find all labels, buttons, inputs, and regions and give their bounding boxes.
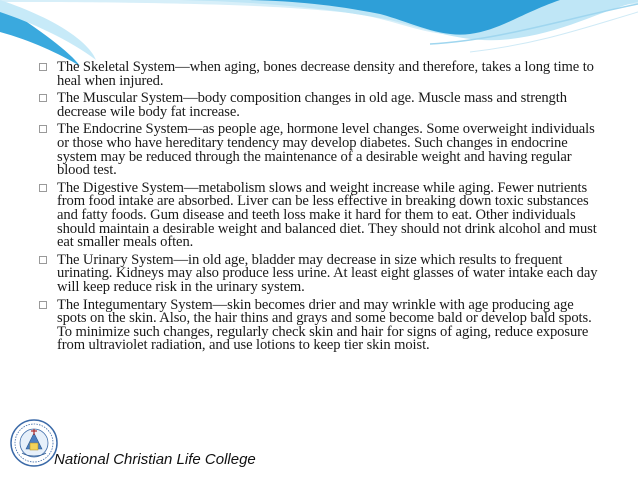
square-bullet-icon — [39, 125, 47, 133]
bullet-item-endocrine — [38, 123, 604, 177]
square-bullet-icon — [39, 184, 47, 192]
bullet-item-muscular — [38, 92, 604, 119]
slide-content — [38, 61, 604, 357]
bullet-item-urinary — [38, 251, 604, 295]
bullet-list — [38, 61, 604, 353]
square-bullet-icon — [39, 256, 47, 264]
college-seal-icon — [10, 419, 58, 467]
bullet-text: The Integumentary System—skin becomes drier and may wrinkle with age producing age spots on the skin. Also, the hair thins and grays and some become bald or develop bald spots. To minimize such changes, regularly check skin and hair for signs of aging, reduce exposure from ultraviolet radiation, and use lotions to keep tier skin moist. — [57, 296, 592, 354]
college-name: National Christian Life College — [54, 451, 256, 468]
square-bullet-icon — [39, 94, 47, 102]
bullet-item-skeletal — [38, 61, 604, 88]
square-bullet-icon — [39, 63, 47, 71]
bullet-item-integumentary — [38, 296, 604, 354]
bullet-text: The Skeletal System—when aging, bones decrease density and therefore, takes a long time to heal when injured. — [57, 59, 594, 89]
square-bullet-icon — [39, 301, 47, 309]
bullet-text: The Urinary System—in old age, bladder may decrease in size which results to frequent urinating. Kidneys may also produce less urine. At least eight glasses of water intake each day will keep reduce risk in the urinary system. — [57, 251, 598, 295]
bullet-text: The Digestive System—metabolism slows and weight increase while aging. Fewer nutrients from food intake are absorbed. Liver can be less effective in breaking down toxic substances and fatty foods. Gum disease and teeth loss make it hard for them to eat. Other individuals should maintain a desirable weight and balanced diet. They should not drink alcohol and must eat smaller meals often. — [57, 179, 597, 251]
bullet-text: The Muscular System—body composition changes in old age. Muscle mass and strength decrease wile body fat increase. — [57, 90, 567, 120]
bullet-item-digestive — [38, 179, 604, 251]
bullet-text: The Endocrine System—as people age, hormone level changes. Some overweight individuals or those who have hereditary tendency may develop diabetes. Such changes in endocrine system may be reduced through the maintenance of a desirable weight and having regular blood test. — [57, 121, 595, 179]
